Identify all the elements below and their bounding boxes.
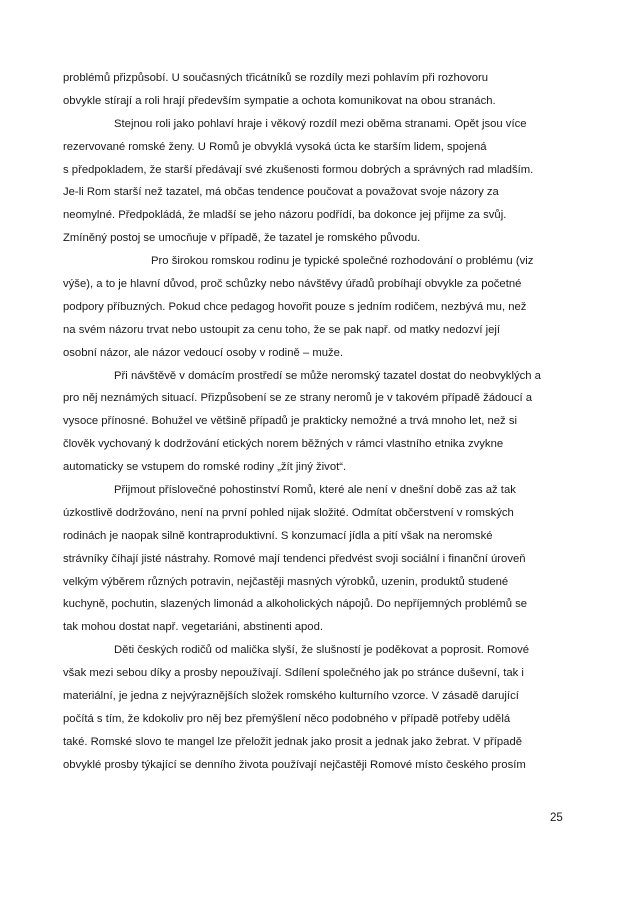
- paragraph-start-line: Přijmout příslovečné pohostinství Romů, které ale není v dnešní době zas až tak: [114, 484, 516, 497]
- text-line: obvykle stírají a roli hrají především sympatie a ochota komunikovat na obou stranách.: [63, 94, 496, 107]
- paragraph-start-line: Stejnou roli jako pohlaví hraje i věkový rozdíl mezi oběma stranami. Opět jsou více: [114, 117, 527, 130]
- text-line: kuchyně, pochutin, slazených limonád a alkoholických nápojů. Do nepříjemných problémů se: [63, 598, 528, 611]
- page-number: 25: [550, 812, 563, 824]
- text-line: však mezi sebou díky a prosby nepoužívají. Sdílení společného jak po stránce duševní, tak i: [63, 667, 524, 680]
- paragraph-start-line: Při návštěvě v domácím prostředí se může neromský tazatel dostat do neobvyklých a: [114, 369, 541, 382]
- text-line: na svém názoru trvat nebo ustoupit za cenu toho, že se pak např. od matky nedozví její: [63, 323, 501, 336]
- text-line: vysoce přínosné. Bohužel ve většině případů je prakticky nemožné a trvá mnoho let, než si: [63, 415, 517, 428]
- text-line: také. Romské slovo te mangel lze přeložit jednak jako prosit a jednak jako žebrat. V případě: [63, 735, 523, 748]
- text-line: automaticky se vstupem do romské rodiny „žít jiný život“.: [63, 461, 347, 474]
- text-line: Je-li Rom starší než tazatel, má občas tendence poučovat a považovat svoje názory za: [63, 186, 499, 199]
- paragraph-start-line: Děti českých rodičů od malička slyší, že slušností je poděkovat a poprosit. Romové: [114, 644, 530, 657]
- text-line: počítá s tím, že kdokoliv pro něj bez přemýšlení něco podobného v případě potřeby udělá: [63, 712, 511, 725]
- text-line: neomylné. Předpokládá, že mladší se jeho názoru podřídí, ba dokonce jej přijme za svůj.: [63, 209, 507, 222]
- text-line: obvyklé prosby týkající se denního života používají nejčastěji Romové místo českého prosím: [63, 758, 526, 771]
- text-line: strávníky číhají jisté nástrahy. Romové mají tendenci předvést svoji sociální i finanční úroveň: [63, 552, 526, 565]
- text-line: problémů přizpůsobí. U současných třicátníků se rozdíly mezi pohlavím při rozhovoru: [63, 72, 489, 84]
- text-line: velkým výběrem různých potravin, nejčastěji masných výrobků, uzenin, produktů studené: [63, 575, 509, 588]
- text-line: člověk vychovaný k dodržování etických norem běžných v rámci vlastního etnika zvykne: [63, 438, 504, 451]
- text-line: Zmíněný postoj se umocňuje v případě, že tazatel je romského původu.: [63, 232, 421, 245]
- text-line: podpory příbuzných. Pokud chce pedagog hovořit pouze s jedním rodičem, nezbývá mu, než: [63, 300, 527, 313]
- paragraph-start-line: Pro širokou romskou rodinu je typické společné rozhodování o problému (viz: [151, 255, 534, 268]
- text-line: úzkostlivě dodržováno, není na první pohled nijak složité. Odmítat občerstvení v romských: [63, 506, 514, 519]
- text-line: rezervované romské ženy. U Romů je obvyklá vysoká úcta ke starším lidem, spojená: [63, 140, 487, 153]
- text-line: osobní názor, ale názor vedoucí osoby v rodině – muže.: [63, 346, 344, 359]
- body-text: [63, 67, 583, 777]
- text-line: výše), a to je hlavní důvod, proč schůzky nebo návštěvy úřadů probíhají obvykle za početné: [63, 278, 522, 291]
- text-line: tak mohou dostat např. vegetariáni, abstinenti apod.: [63, 621, 323, 634]
- text-line: rodinách je naopak silně kontraproduktivní. S konzumací jídla a pití však na neromské: [63, 529, 493, 542]
- text-line: s předpokladem, že starší předávají své zkušenosti formou dobrých a správných rad mladším.: [63, 163, 534, 176]
- text-line: pro něj neznámých situací. Přizpůsobení se ze strany neromů je v takovém případě žádoucí a: [63, 392, 533, 405]
- text-line: materiální, je jedna z nejvýraznějších složek romského kulturního vzorce. V zásadě darující: [63, 690, 519, 703]
